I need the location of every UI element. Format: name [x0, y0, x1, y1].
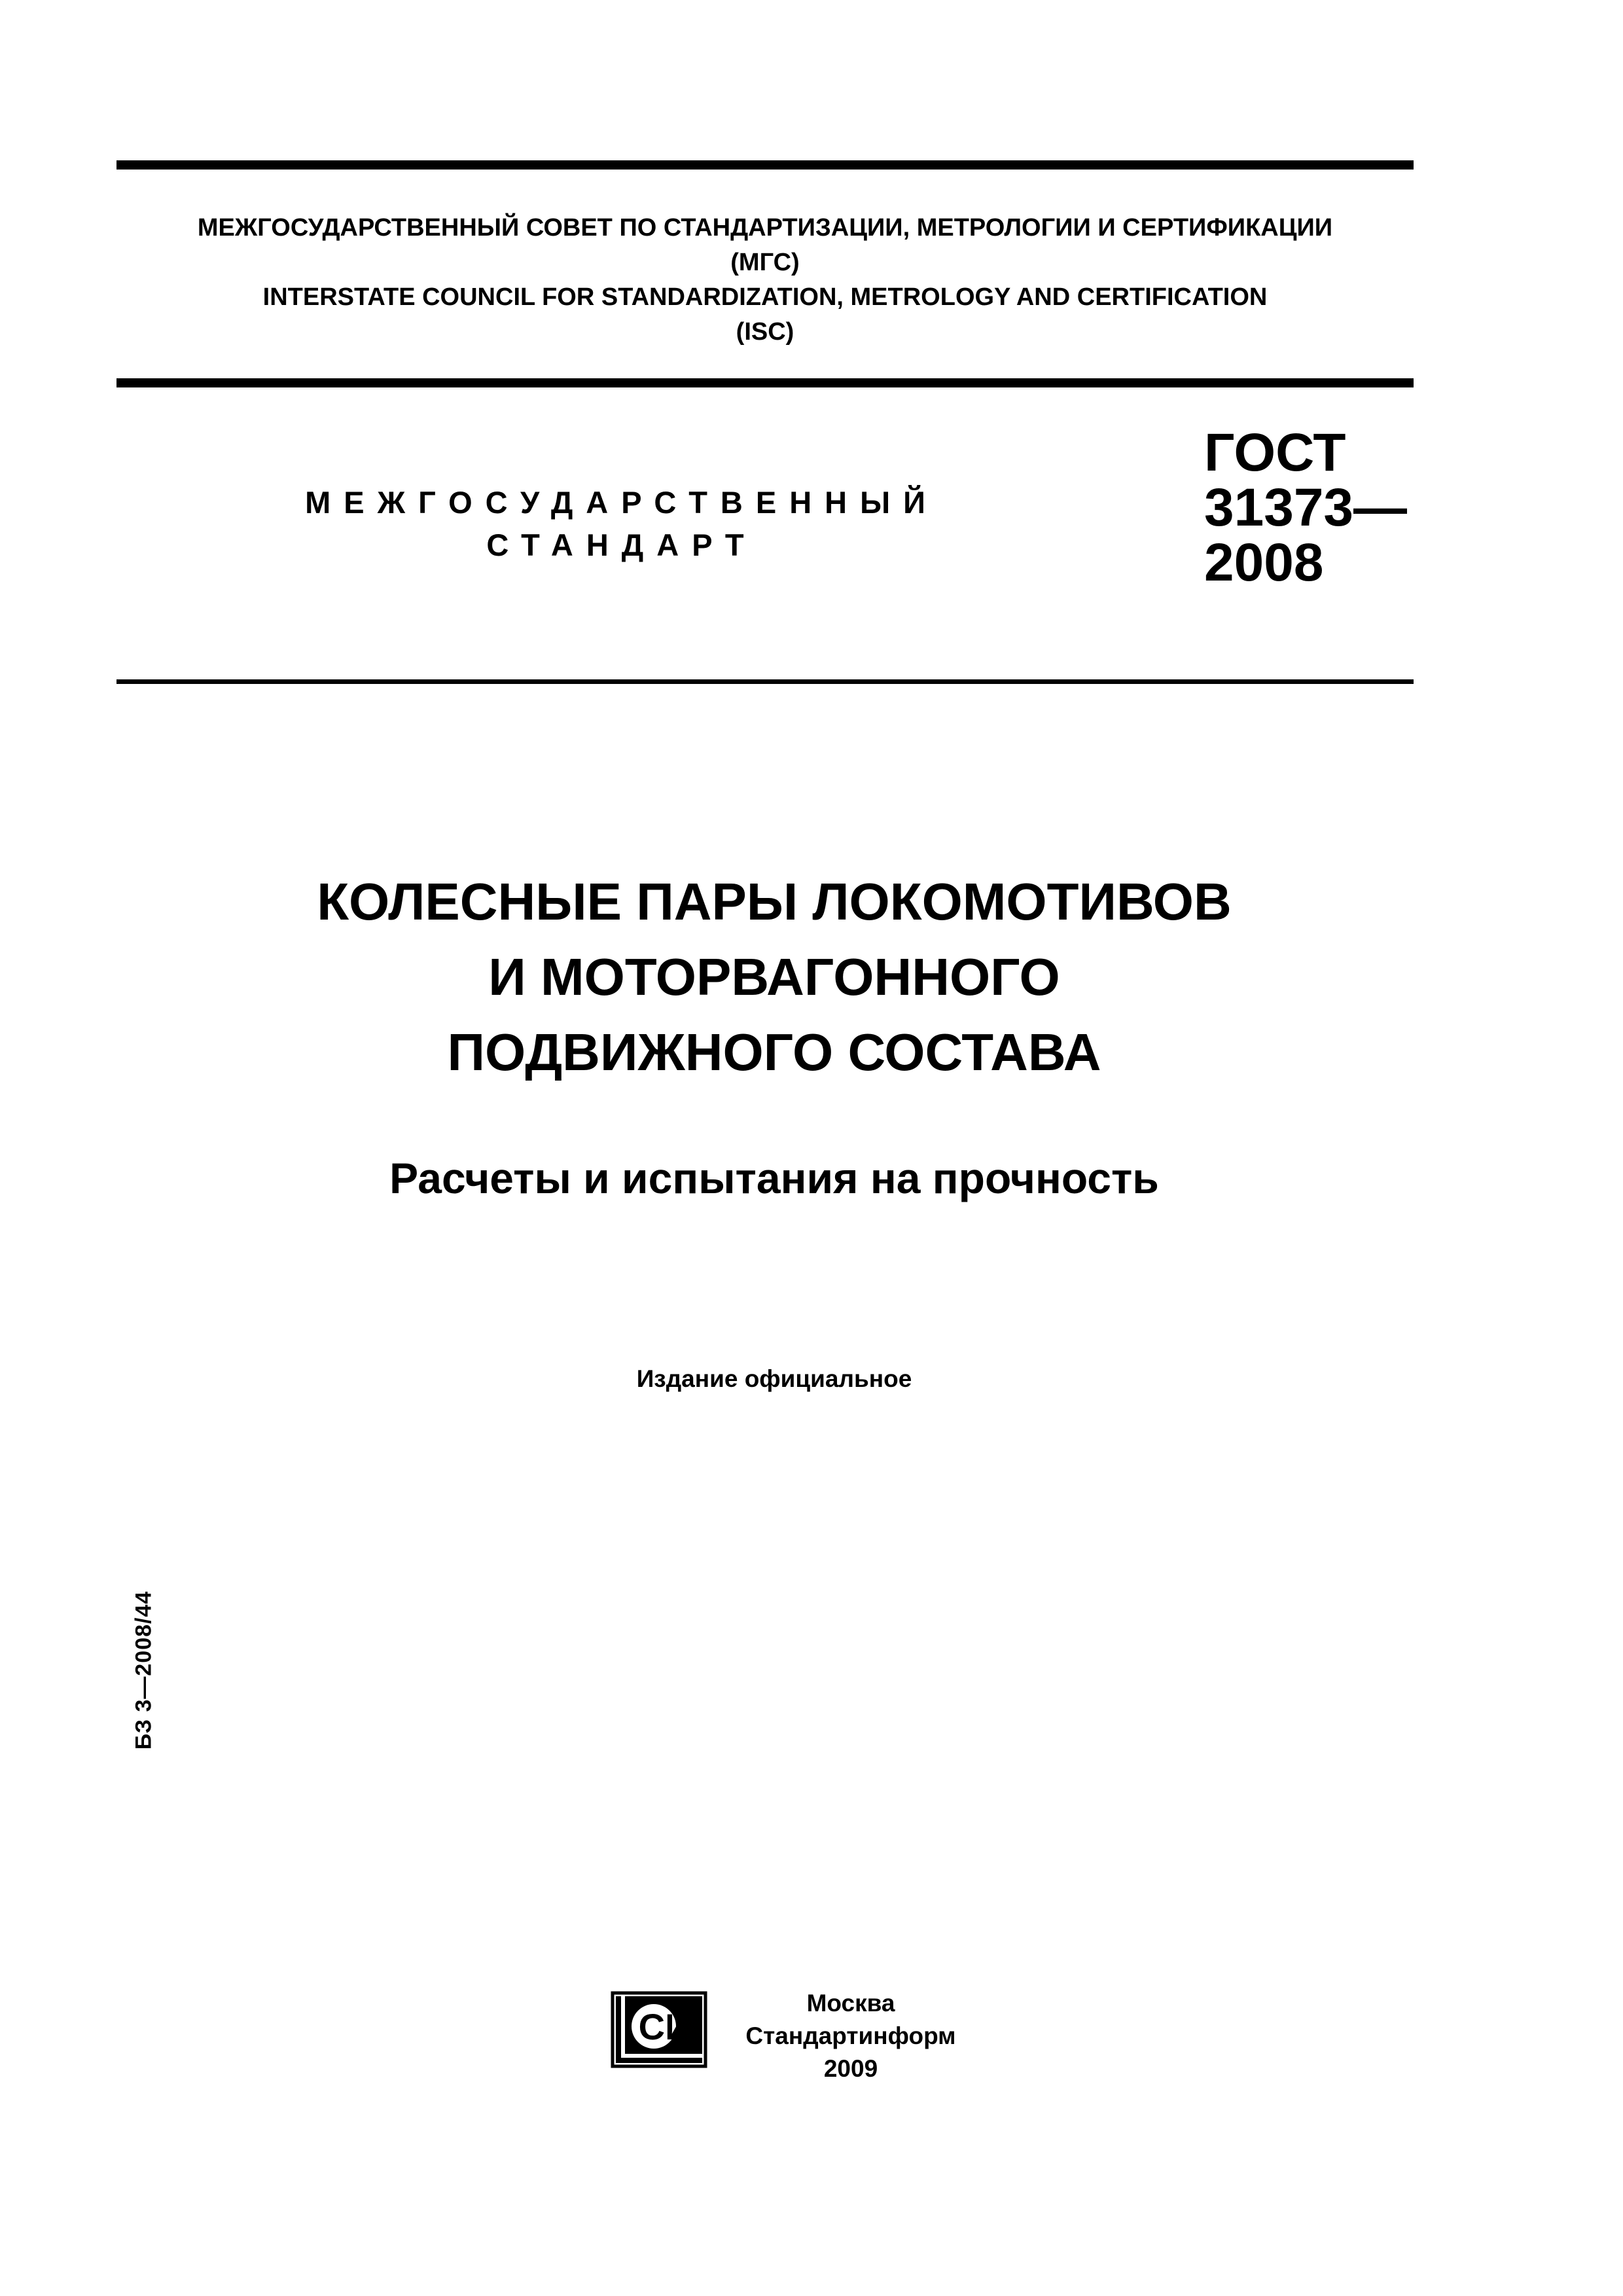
document-subtitle: Расчеты и испытания на прочность	[389, 1154, 1159, 1202]
document-title	[116, 864, 1432, 1090]
gost-number: 31373—	[1204, 478, 1408, 537]
gost-designation	[1204, 425, 1407, 590]
designation-rule	[116, 679, 1414, 684]
gost-year: 2008	[1204, 533, 1324, 592]
council-name-ru: МЕЖГОСУДАРСТВЕННЫЙ СОВЕТ ПО СТАНДАРТИЗАЦИИ, МЕТРОЛОГИИ И СЕРТИФИКАЦИИ	[197, 214, 1333, 242]
edition-note: Издание официальное	[636, 1365, 912, 1392]
standard-kind-line2: СТАНДАРТ	[486, 528, 757, 562]
publisher-name: Стандартинформ	[745, 2022, 956, 2049]
side-code-text: БЗ 3—2008/44	[131, 1590, 156, 1750]
title-line2: И МОТОРВАГОННОГО	[488, 948, 1060, 1006]
council-name-en: INTERSTATE COUNCIL FOR STANDARDIZATION, METROLOGY AND CERTIFICATION	[262, 283, 1268, 311]
council-abbr-en: (ISC)	[736, 318, 794, 346]
publisher-city: Москва	[806, 1990, 895, 2017]
side-code	[128, 1428, 160, 1912]
title-line3: ПОДВИЖНОГО СОСТАВА	[447, 1023, 1101, 1081]
publisher-block	[720, 1987, 982, 2085]
standard-kind-line1: МЕЖГОСУДАРСТВЕННЫЙ	[305, 485, 938, 520]
top-rule	[116, 160, 1414, 170]
standard-kind	[275, 481, 969, 566]
council-header	[116, 211, 1414, 350]
standartinform-logo-icon	[611, 1991, 707, 2068]
gost-label: ГОСТ	[1204, 423, 1346, 482]
logo-text: СИ	[638, 2006, 692, 2047]
title-line1: КОЛЕСНЫЕ ПАРЫ ЛОКОМОТИВОВ	[317, 872, 1232, 931]
header-rule	[116, 378, 1414, 387]
publisher-year: 2009	[823, 2055, 878, 2082]
council-abbr-ru: (МГС)	[730, 249, 800, 276]
